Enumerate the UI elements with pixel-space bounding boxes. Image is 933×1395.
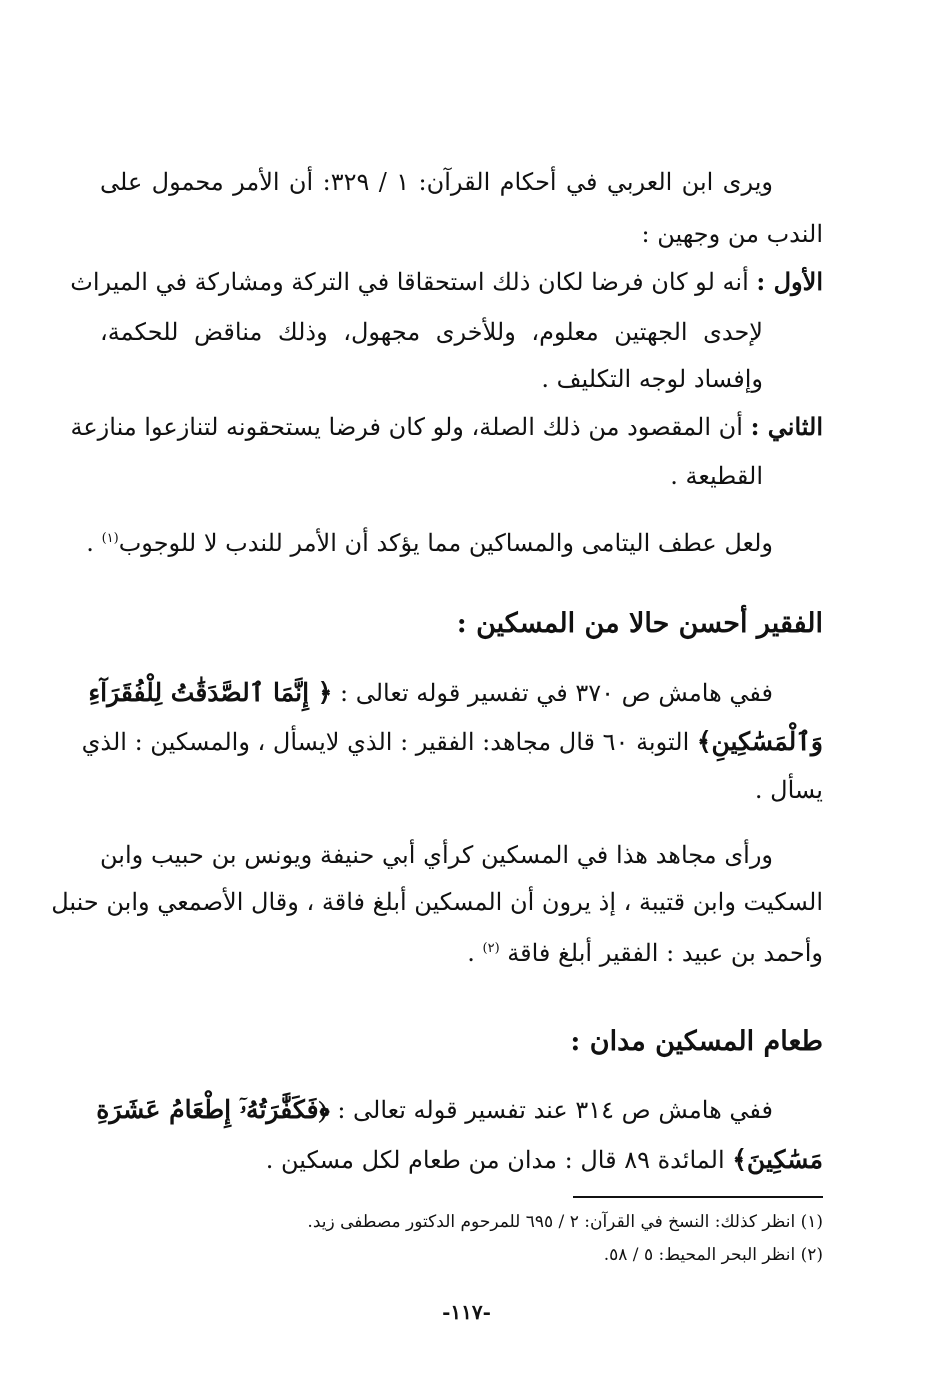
section1-p2-line-3: [100, 932, 823, 970]
section1-p1-text-2: التوبة ٦٠ قال مجاهد: الفقير : الذي لايسأل ، والمسكين : الذي: [81, 728, 690, 756]
section2-text-1: ففي هامش ص ٣١٤ عند تفسير قوله تعالى :: [337, 1096, 773, 1124]
section-heading-1: الفقير أحسن حالا من المسكين :: [456, 608, 823, 639]
quran-verse-1a: ﴿ إِنَّمَا ٱلصَّدَقَٰتُ لِلْفُقَرَآءِ: [88, 678, 333, 707]
point-second-line-2: القطيعة .: [670, 462, 763, 490]
section1-p1-text-1: ففي هامش ص ٣٧٠ في تفسير قوله تعالى :: [340, 679, 773, 707]
section1-p1-line-3: يسأل .: [754, 776, 823, 804]
point-first: [70, 265, 823, 299]
footnote-ref-1: (١): [101, 531, 119, 546]
footnote-ref-2: (٢): [482, 941, 500, 956]
section2-line-1: [96, 1093, 773, 1127]
section1-p2-text-3: وأحمد بن عبيد : الفقير أبلغ فاقة: [507, 939, 823, 967]
section1-p1-line-2: [81, 725, 823, 759]
conclusion-text: ولعل عطف اليتامى والمساكين مما يؤكد أن الأمر للندب لا للوجوب: [118, 529, 773, 557]
section1-p1-line-1: [88, 676, 773, 710]
footnote-divider: [573, 1196, 823, 1198]
point-second-label: الثاني :: [750, 412, 823, 441]
point-first-line-2: لإحدى الجهتين معلوم، وللأخرى مجهول، وذلك مناقض للحكمة،: [100, 318, 763, 346]
quran-verse-2b: مَسَٰكِينَ﴾: [732, 1145, 823, 1174]
section2-line-2: [100, 1143, 823, 1177]
section1-p2-line-2: السكيت وابن قتيبة ، إذ يرون أن المسكين أبلغ فاقة ، وقال الأصمعي وابن حنبل: [51, 888, 823, 916]
conclusion-end: .: [86, 529, 94, 557]
section2-text-2: المائدة ٨٩ قال : مدان من طعام لكل مسكين .: [265, 1146, 725, 1174]
quran-verse-2a: ﴿فَكَفَّٰرَتُهُۥٓ إِطْعَامُ عَشَرَةِ: [96, 1095, 330, 1124]
point-first-label: الأول :: [756, 267, 823, 296]
section1-p2-line-1: ورأى مجاهد هذا في المسكين كرأي أبي حنيفة ويونس بن حبيب وابن: [100, 841, 773, 869]
point-first-line-3: وإفساد لوجه التكليف .: [541, 365, 763, 393]
quran-verse-1b: وَٱلْمَسَٰكِينِ﴾: [696, 727, 823, 756]
section1-p2-end: .: [467, 939, 475, 967]
point-second-line-1: أن المقصود من ذلك الصلة، ولو كان فرضا يستحقونه لتنازعوا منازعة: [70, 413, 743, 441]
point-second: [70, 410, 823, 444]
intro-line-1: ويرى ابن العربي في أحكام القرآن: ١ / ٣٢٩: أن الأمر محمول على: [100, 168, 773, 196]
section-heading-2: طعام المسكين مدان :: [570, 1026, 823, 1057]
point-first-line-1: أنه لو كان فرضا لكان ذلك استحقاقا في التركة ومشاركة في الميراث: [70, 268, 749, 296]
conclusion-line: [86, 522, 773, 560]
footnote-1: (١) انظر كذلك: النسخ في القرآن: ٢ / ٦٩٥ للمرحوم الدكتور مصطفى زيد.: [307, 1212, 823, 1232]
page-number: -١١٧-: [442, 1300, 491, 1324]
intro-line-2: الندب من وجهين :: [641, 220, 823, 248]
footnote-2: (٢) انظر البحر المحيط: ٥ / ٥٨.: [603, 1245, 823, 1265]
